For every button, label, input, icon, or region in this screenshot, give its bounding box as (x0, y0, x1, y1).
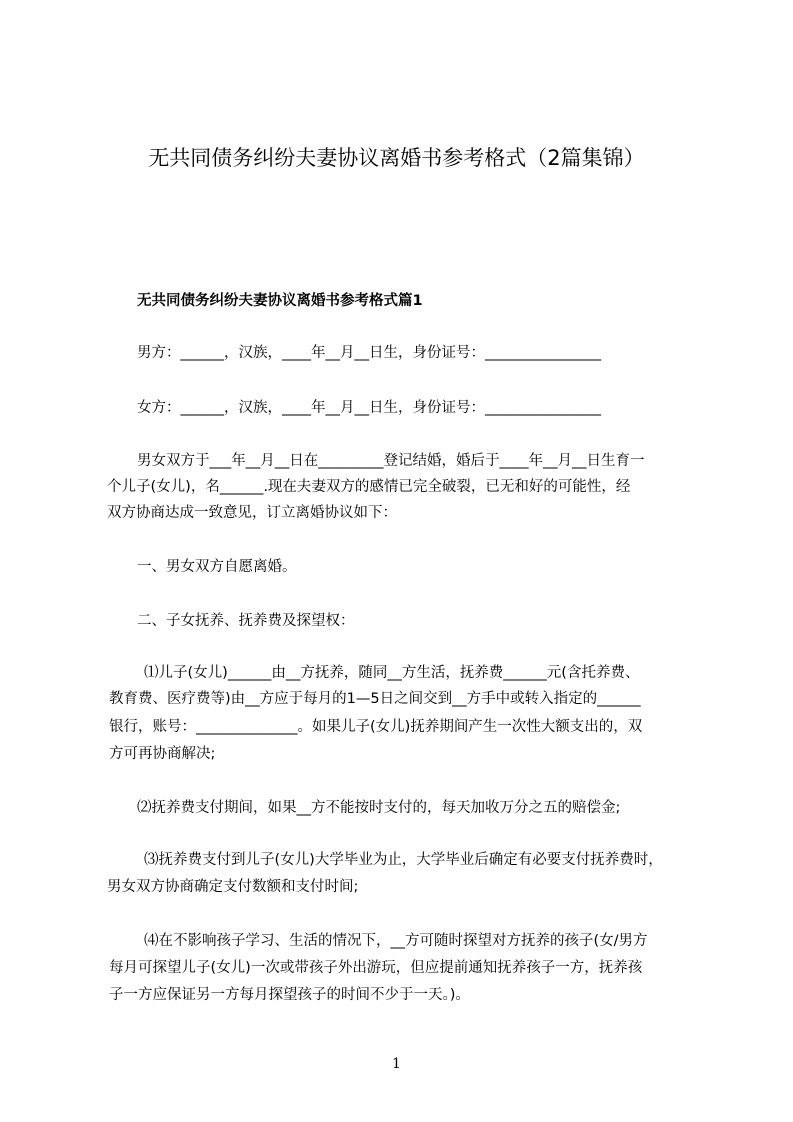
subclause-4-line-1: ⑷在不影响孩子学习、生活的情况下，__方可随时探望对方抚养的孩子(女/男方 (144, 933, 648, 949)
page-number: 1 (392, 1056, 401, 1072)
clause-1: 一、男女双方自愿离婚。 (137, 559, 297, 575)
intro-line-1: 男女双方于___年__月__日在_________登记结婚，婚后于____年__月__日生育一 (137, 453, 645, 469)
subclause-1-line-3: 银行，账号：______________。如果儿子(女儿)抚养期间产生一次性大额支出的，双 (109, 719, 643, 735)
subclause-4-line-3: 子一方应保证另一方每月探望孩子的时间不少于一天。)。 (109, 987, 470, 1003)
subclause-1-line-4: 方可再协商解决; (109, 746, 216, 762)
subclause-3-line-2: 男女双方协商确定支付数额和支付时间; (107, 879, 359, 895)
intro-line-3: 双方协商达成一致意见，订立离婚协议如下： (107, 505, 397, 521)
intro-line-2: 个儿子(女儿)，名______.现在夫妻双方的感情已完全破裂，已无和好的可能性，经 (107, 479, 631, 495)
subclause-3-line-1: ⑶抚养费支付到儿子(女儿)大学毕业为止，大学毕业后确定有必要支付抚养费时， (144, 852, 663, 868)
subclause-2: ⑵抚养费支付期间，如果__方不能按时支付的，每天加收万分之五的赔偿金; (137, 800, 621, 816)
section-heading: 无共同债务纠纷夫妻协议离婚书参考格式篇1 (137, 293, 423, 309)
subclause-1-line-1: ⑴儿子(女儿)______由__方抚养，随同__方生活，抚养费______元(含托养费、 (144, 665, 640, 681)
male-party-line: 男方：______，汉族，____年__月__日生，身份证号：________________ (137, 345, 601, 361)
document-title: 无共同债务纠纷夫妻协议离婚书参考格式（2篇集锦） (148, 146, 645, 170)
subclause-4-line-2: 每月可探望儿子(女儿)一次或带孩子外出游玩，但应提前通知抚养孩子一方，抚养孩 (109, 960, 643, 976)
subclause-1-line-2: 教育费、医疗费等)由__方应于每月的1—5日之间交到__方手中或转入指定的______ (109, 691, 641, 707)
female-party-line: 女方：______，汉族，____年__月__日生，身份证号：________________ (137, 400, 601, 416)
clause-2: 二、子女抚养、抚养费及探望权： (137, 613, 355, 629)
